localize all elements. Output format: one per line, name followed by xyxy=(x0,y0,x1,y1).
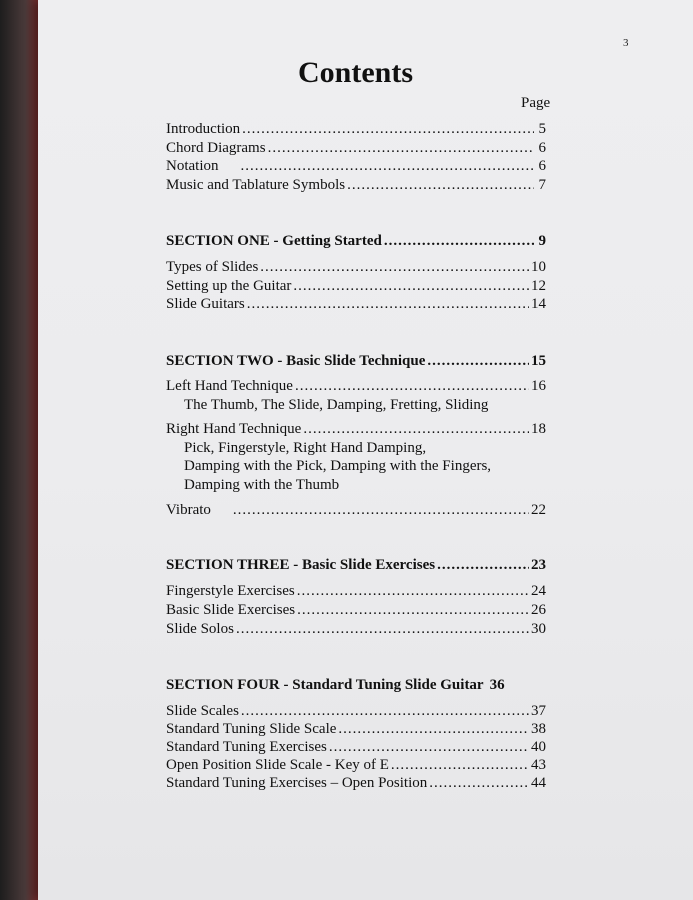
toc-entry: Standard Tuning Exercises – Open Position ..... 44 xyxy=(166,775,546,794)
toc-entry: Standard Tuning Slide Scale ..... 38 xyxy=(166,721,546,740)
page-number: 3 xyxy=(623,37,629,49)
toc-subentry: Damping with the Thumb xyxy=(184,477,340,493)
section-heading: SECTION TWO - Basic Slide Technique ..... 15 xyxy=(166,353,546,372)
toc-entry: Vibrato ..... 22 xyxy=(166,502,546,521)
toc-subentry: Pick, Fingerstyle, Right Hand Damping, xyxy=(184,440,427,456)
toc-subentry: Damping with the Pick, Damping with the Fingers, xyxy=(184,458,492,474)
section-heading: SECTION ONE - Getting Started ..... 9 xyxy=(166,233,546,252)
page-title: Contents xyxy=(298,56,414,89)
contents-page xyxy=(38,0,693,900)
toc-entry: Types of Slides ..... 10 xyxy=(166,259,546,278)
toc-entry: Left Hand Technique ..... 16 xyxy=(166,378,546,397)
toc-entry: Slide Scales ..... 37 xyxy=(166,703,546,722)
toc-entry: Slide Solos ..... 30 xyxy=(166,621,546,640)
toc-entry: Introduction ..... 5 xyxy=(166,121,546,140)
toc-entry: Standard Tuning Exercises ..... 40 xyxy=(166,739,546,758)
toc-subentry: The Thumb, The Slide, Damping, Fretting, Sliding xyxy=(184,397,489,413)
toc-entry: Basic Slide Exercises ..... 26 xyxy=(166,602,546,621)
section-heading: SECTION THREE - Basic Slide Exercises ..... 23 xyxy=(166,557,546,576)
book-edge xyxy=(0,0,42,900)
toc-entry: Setting up the Guitar ..... 12 xyxy=(166,278,546,297)
page-column-label: Page xyxy=(521,95,551,111)
toc-entry: Fingerstyle Exercises ..... 24 xyxy=(166,583,546,602)
toc-entry: Open Position Slide Scale - Key of E ..... 43 xyxy=(166,757,546,776)
toc-entry: Chord Diagrams ..... 6 xyxy=(166,140,546,159)
section-heading: SECTION FOUR - Standard Tuning Slide Guitar 36 xyxy=(166,677,505,693)
toc-entry: Right Hand Technique ..... 18 xyxy=(166,421,546,440)
toc-entry: Notation ..... 6 xyxy=(166,158,546,177)
toc-entry: Music and Tablature Symbols ..... 7 xyxy=(166,177,546,196)
toc-entry: Slide Guitars ..... 14 xyxy=(166,296,546,315)
